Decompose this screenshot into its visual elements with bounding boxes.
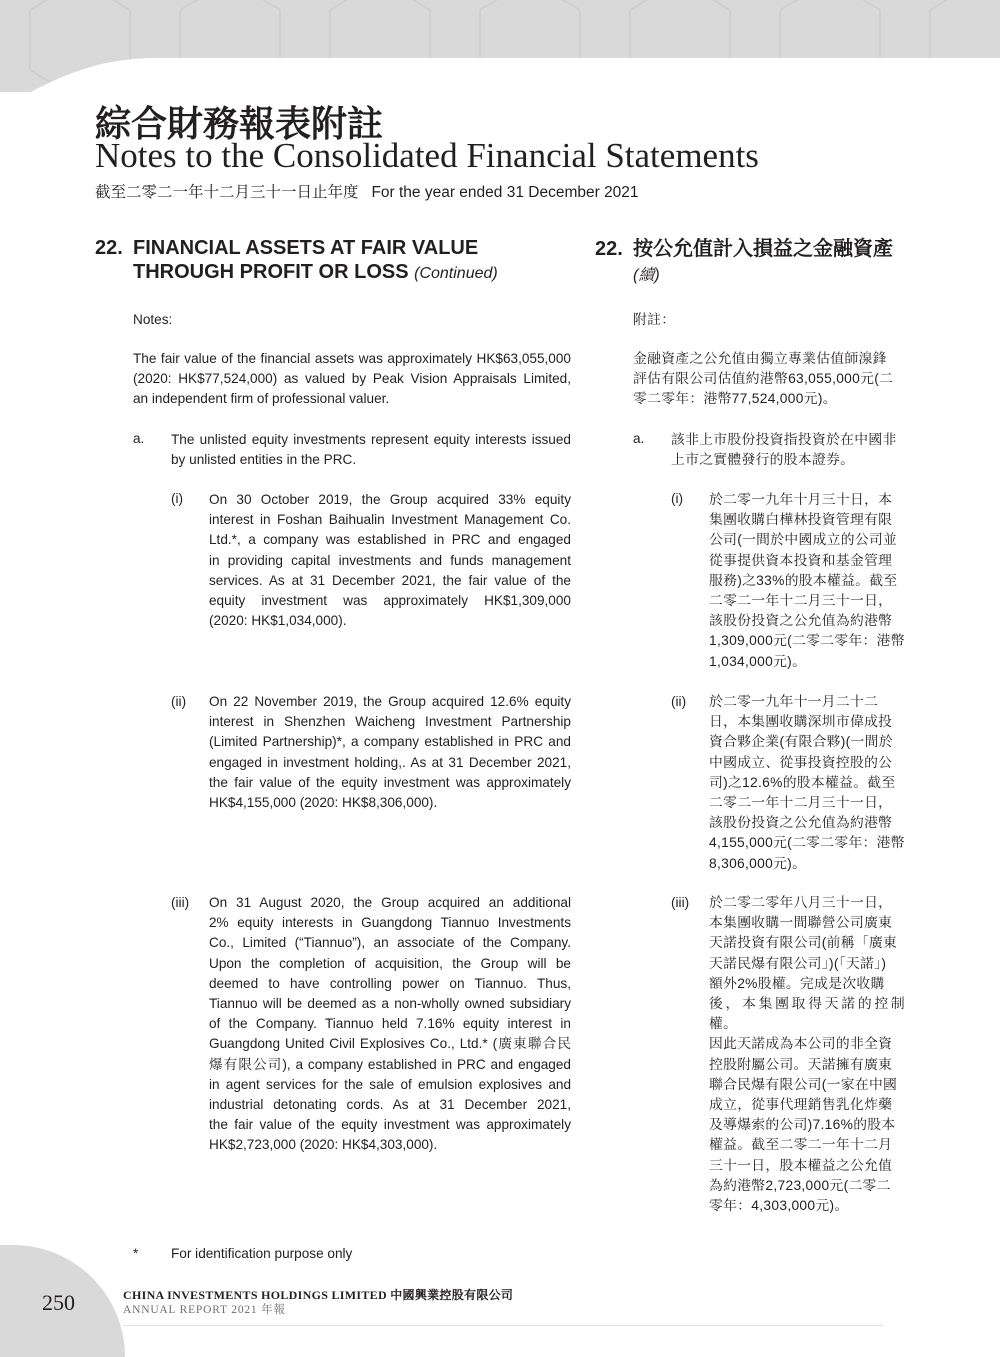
text-line: 二零二一年十二月三十一日，: [709, 795, 893, 811]
sub-item-i-label: (i): [171, 491, 184, 506]
text-line: 天諾投資有限公司(前稱「廣東: [709, 935, 898, 951]
text-line: 服務)之33%的股本權益。截至: [709, 572, 898, 588]
subtitle-english: For the year ended 31 December 2021: [371, 184, 639, 201]
text-line: 從事提供資本投資和基金管理: [709, 552, 893, 568]
text-line: 公司(一間於中國成立的公司並: [709, 532, 898, 548]
sub-item-iii-english: [209, 893, 571, 1156]
text-line: (2020: HK$77,524,000) as valued by Peak Vision Appraisals Limited,: [133, 371, 571, 387]
sub-item-ii-label-cn: (ii): [671, 694, 687, 709]
text-line: 中國成立、從事投資控股的公: [709, 754, 893, 770]
text-line: The fair value of the financial assets was approximately HK$63,055,000: [133, 351, 571, 366]
item-a-label: a.: [133, 431, 145, 446]
text-line: 本集團收購一間聯營公司廣東: [709, 915, 893, 931]
text-line: interest in Shenzhen Waicheng Investment Partnership: [209, 714, 571, 730]
text-line: 日，本集團收購深圳市偉成投: [709, 714, 893, 730]
text-line: 於二零二零年八月三十一日，: [709, 895, 893, 910]
text-line: deemed to have controlling power on Tiannuo. Thus,: [209, 975, 571, 991]
text-line: 因此天諾成為本公司的非全資: [709, 1036, 893, 1052]
text-line: the fair value of the equity investment was approximately: [209, 774, 571, 790]
section-heading-chinese: [595, 236, 893, 262]
text-line: the fair value of the equity investment was approximately: [209, 1117, 571, 1133]
text-line: in agent services for the sale of emulsion explosives and: [209, 1076, 571, 1092]
text-line: industrial detonating cords. As at 31 December 2021,: [209, 1097, 571, 1113]
text-line: 集團收購白樺林投資管理有限: [709, 512, 893, 528]
item-a-english: [171, 430, 571, 470]
footer-company-name: CHINA INVESTMENTS HOLDINGS LIMITED 中國興業控股有限公司: [123, 1288, 514, 1302]
text-line: 控股附屬公司。天諾擁有廣東: [709, 1056, 893, 1072]
text-line: 4,155,000元(二零二零年：港幣: [709, 835, 905, 851]
text-line: 1,034,000元)。: [709, 653, 807, 669]
sub-item-i-chinese: [709, 490, 905, 672]
notes-label-english: Notes:: [133, 312, 173, 327]
text-line: 評估有限公司估值約港幣63,055,000元(二: [633, 371, 894, 387]
footnote-mark: *: [133, 1246, 139, 1261]
text-line: 該股份投資之公允值為約港幣: [709, 815, 893, 831]
text-line: The unlisted equity investments represent equity interests issued: [171, 432, 571, 447]
footnote-text: For identification purpose only: [171, 1246, 353, 1261]
text-line: 司)之12.6%的股本權益。截至: [709, 774, 896, 790]
text-line: 爆有限公司), a company established in PRC and engaged: [209, 1056, 571, 1072]
text-line: 上市之實體發行的股本證券。: [671, 452, 855, 468]
text-line: Upon the completion of acquisition, the Group will be: [209, 955, 571, 971]
item-a-chinese: [671, 430, 905, 470]
text-line: 2% equity interests in Guangdong Tiannuo Investments: [209, 915, 571, 931]
text-line: 8,306,000元)。: [709, 855, 807, 871]
text-line: 成立，從事代理銷售乳化炸藥: [709, 1097, 893, 1113]
text-line: (Limited Partnership)*, a company established in PRC and: [209, 734, 571, 750]
item-a-label-cn: a.: [633, 431, 645, 446]
sub-item-i-label-cn: (i): [671, 491, 684, 506]
text-line: in providing capital investments and funds management: [209, 552, 571, 568]
text-line: services. As at 31 December 2021, the fair value of the: [209, 572, 571, 588]
text-line: 於二零一九年十月三十日，本: [709, 492, 893, 507]
text-line: equity investment was approximately HK$1,309,000: [209, 593, 571, 609]
section-number: 22.: [95, 237, 123, 259]
text-line: 二零二一年十二月三十一日，: [709, 593, 893, 609]
page-subtitle: [95, 180, 639, 202]
text-line: 權益。截至二零二一年十二月: [709, 1137, 893, 1153]
text-line: Guangdong United Civil Explosives Co., Ltd.* (廣東聯合民: [209, 1036, 571, 1052]
section-number-cn: 22.: [595, 238, 623, 260]
sub-item-i-english: [209, 490, 571, 631]
text-line: Tiannuo will be deemed as a non-wholly owned subsidiary: [209, 996, 571, 1012]
section-continued-cn: (續): [633, 267, 660, 284]
sub-item-ii-english: [209, 692, 571, 813]
page-title-english: Notes to the Consolidated Financial Statements: [95, 136, 759, 175]
text-line: (2020: HK$1,034,000).: [209, 613, 347, 629]
text-line: an independent firm of professional valuer.: [133, 391, 390, 407]
sub-item-ii-label: (ii): [171, 694, 187, 709]
footer-report-name: ANNUAL REPORT 2021 年報: [123, 1304, 286, 1316]
text-line: 天諾民爆有限公司」)(「天諾」): [709, 955, 887, 971]
intro-paragraph-english: [133, 349, 571, 410]
text-line: On 31 August 2020, the Group acquired an additional: [209, 895, 571, 910]
text-line: by unlisted entities in the PRC.: [171, 452, 357, 468]
footer-divider: [123, 1325, 883, 1326]
sub-item-iii-chinese: [709, 893, 905, 1216]
text-line: On 22 November 2019, the Group acquired 12.6% equity: [209, 694, 571, 709]
page-number: 250: [42, 1290, 75, 1315]
text-line: 金融資產之公允值由獨立專業估值師湶鋒: [633, 351, 887, 366]
section-title-line2: THROUGH PROFIT OR LOSS: [133, 261, 409, 283]
subtitle-chinese: 截至二零二一年十二月三十一日止年度: [95, 184, 359, 201]
text-line: 該股份投資之公允值為約港幣: [709, 613, 893, 629]
header-decoration: [0, 0, 1000, 92]
section-heading-english: [95, 236, 498, 286]
intro-paragraph-chinese: [633, 349, 905, 410]
sub-item-iii-label-cn: (iii): [671, 895, 690, 910]
text-line: interest in Foshan Baihualin Investment Management Co.: [209, 512, 571, 528]
text-line: 資合夥企業(有限合夥)(一間於: [709, 734, 893, 750]
text-line: 1,309,000元(二零二零年：港幣: [709, 633, 905, 649]
text-line: 零年：4,303,000元)。: [709, 1198, 849, 1214]
page-title-chinese: 綜合財務報表附註: [95, 103, 384, 145]
text-line: On 30 October 2019, the Group acquired 33% equity: [209, 492, 571, 507]
text-line: Ltd.*, a company was established in PRC and engaged: [209, 532, 571, 548]
text-line: 零二零年：港幣77,524,000元)。: [633, 391, 837, 407]
text-line: 聯合民爆有限公司(一家在中國: [709, 1076, 898, 1092]
notes-label-chinese: 附註：: [633, 312, 676, 327]
text-line: 於二零一九年十一月二十二: [709, 694, 879, 709]
text-line: 額外2%股權。完成是次收購: [709, 975, 885, 991]
text-line: HK$2,723,000 (2020: HK$4,303,000).: [209, 1137, 438, 1153]
section-title-line1: FINANCIAL ASSETS AT FAIR VALUE: [133, 237, 479, 259]
text-line: Co., Limited (“Tiannuo”), an associate of the Company.: [209, 935, 571, 951]
section-continued: (Continued): [414, 265, 498, 282]
text-line: 及導爆索的公司)7.16%的股本: [709, 1117, 896, 1133]
sub-item-ii-chinese: [709, 692, 905, 874]
sub-item-iii-label: (iii): [171, 895, 190, 910]
text-line: of the Company. Tiannuo held 7.16% equity interest in: [209, 1016, 571, 1032]
text-line: 該非上市股份投資指投資於在中國非: [671, 432, 897, 447]
text-line: 為約港幣2,723,000元(二零二: [709, 1177, 891, 1193]
text-line: engaged in investment holding,. As at 31 December 2021,: [209, 754, 571, 770]
text-line: 三十一日，股本權益之公允值: [709, 1157, 893, 1173]
text-line: HK$4,155,000 (2020: HK$8,306,000).: [209, 795, 438, 811]
text-line: 後，本集團取得天諾的控制權。: [709, 996, 905, 1032]
section-title-cn: 按公允值計入損益之金融資產: [633, 238, 893, 260]
